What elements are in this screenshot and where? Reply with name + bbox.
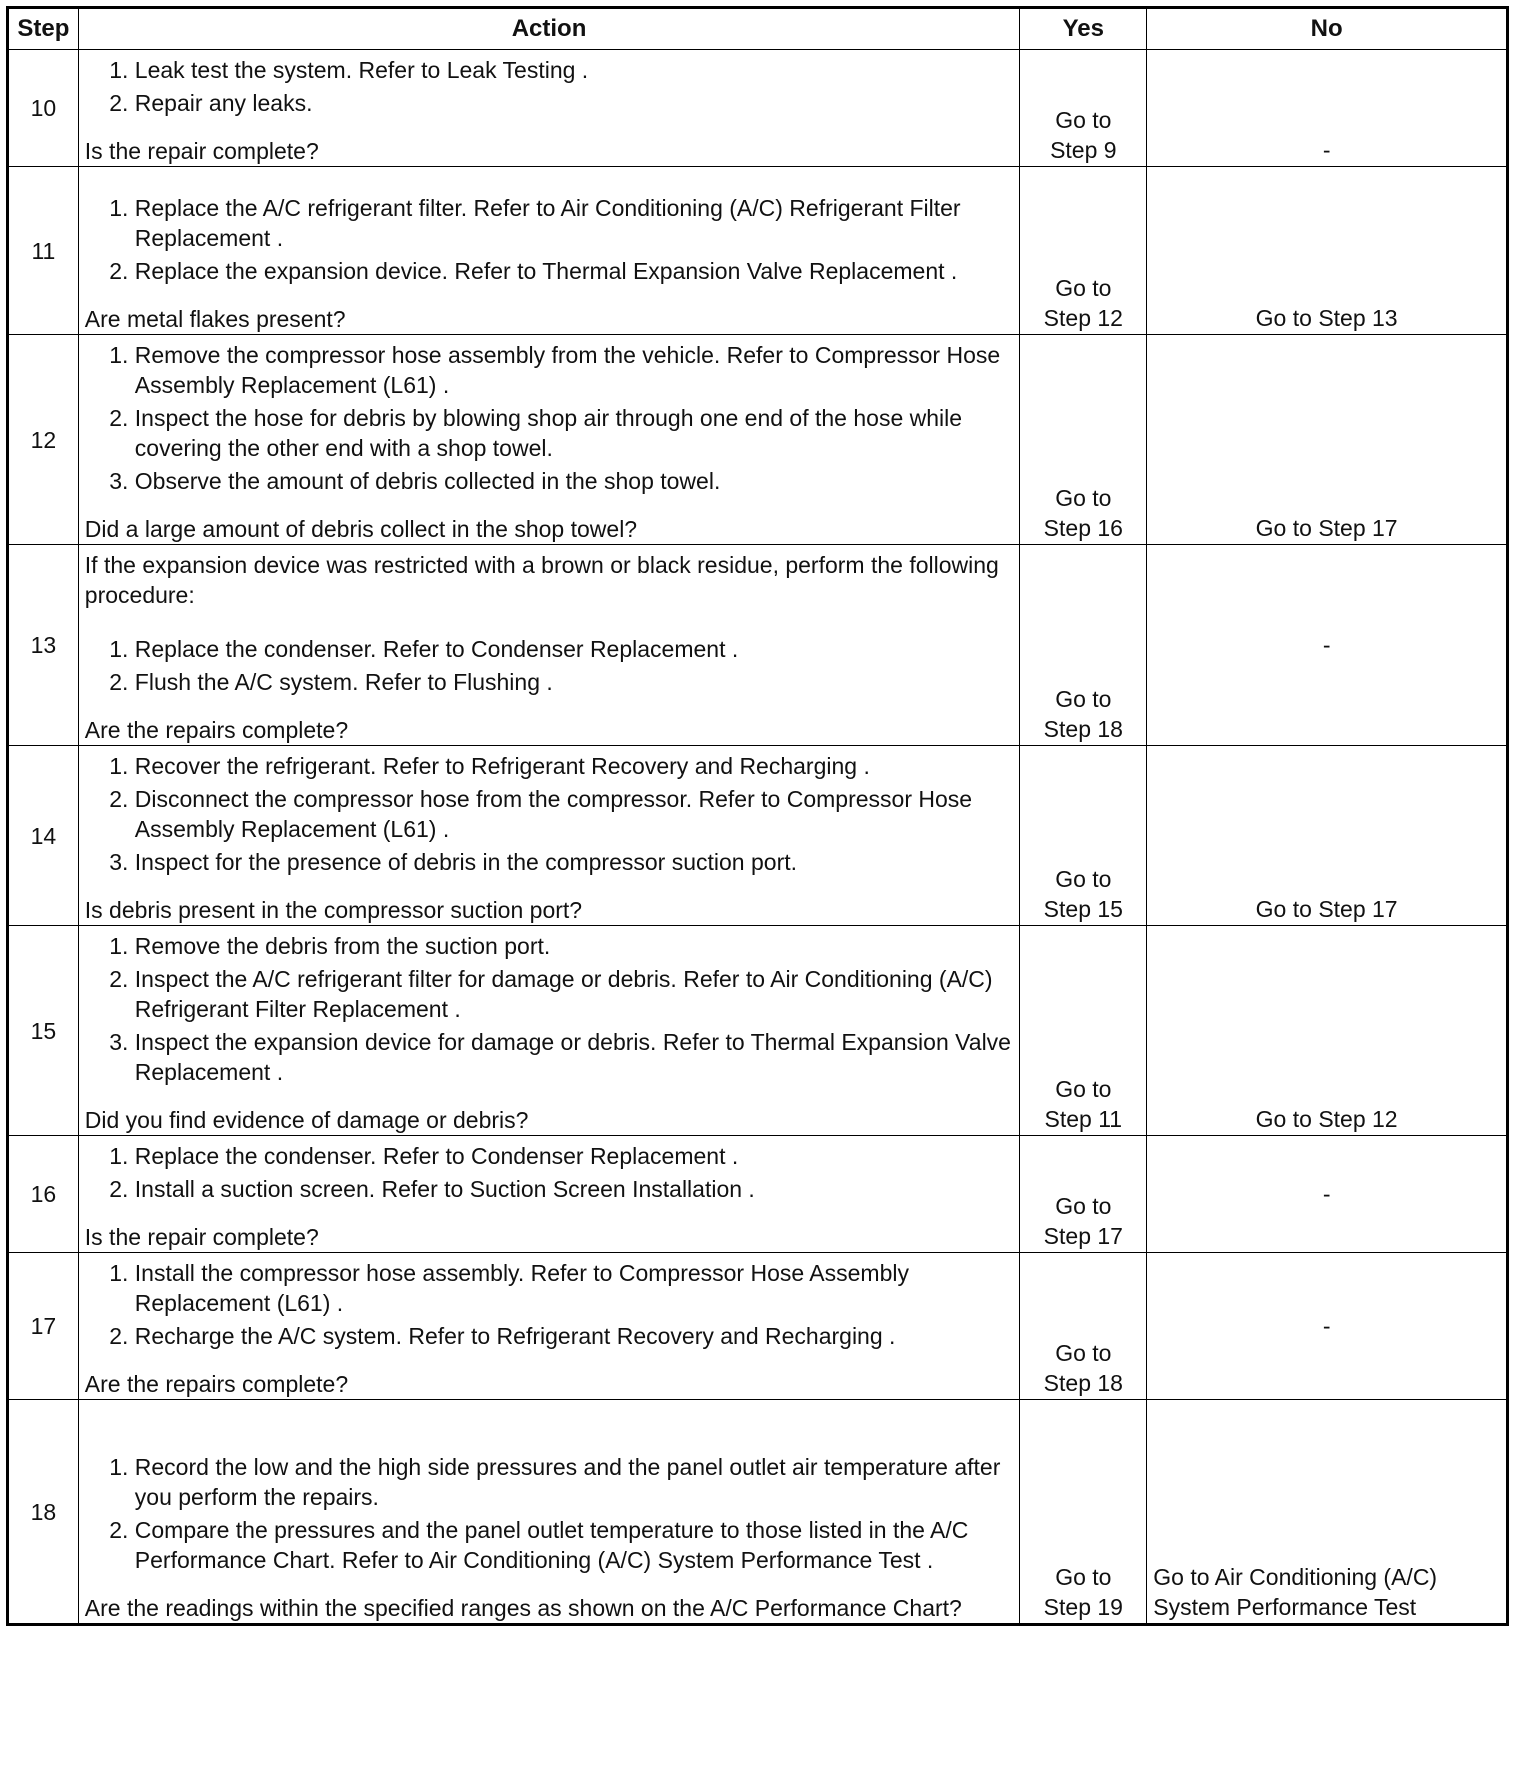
- action-step: 1. Replace the condenser. Refer to Condenser Replacement .: [135, 1141, 1014, 1171]
- table-row-step-11: [8, 167, 1508, 335]
- yes-go-to: Go to: [1055, 275, 1112, 301]
- action-intro: If the expansion device was restricted with a brown or black residue, perform the following procedure:: [84, 552, 999, 608]
- yes-go-to: Go to: [1055, 686, 1112, 712]
- header-yes: Yes: [1020, 8, 1147, 50]
- action-cell: [78, 545, 1020, 746]
- yes-cell: [1020, 926, 1147, 1136]
- action-steps: [85, 340, 1014, 496]
- action-question: Is the repair complete?: [84, 1224, 319, 1250]
- yes-step-link[interactable]: Step 19: [1043, 1594, 1123, 1620]
- action-step: 2. Flush the A/C system. Refer to Flushing .: [135, 667, 1014, 697]
- header-step: Step: [8, 8, 79, 50]
- action-step: 2. Repair any leaks.: [135, 88, 1014, 118]
- action-step: 2. Disconnect the compressor hose from the compressor. Refer to Compressor Hose Assembly Replacement (L61) .: [135, 784, 1014, 844]
- table-row-step-12: [8, 335, 1508, 545]
- action-steps: [85, 634, 1014, 697]
- yes-go-to: Go to: [1055, 107, 1112, 133]
- action-cell: [78, 335, 1020, 545]
- yes-cell: [1020, 545, 1147, 746]
- action-step: 1. Remove the debris from the suction port.: [135, 931, 1014, 961]
- action-step: 2. Install a suction screen. Refer to Suction Screen Installation .: [135, 1174, 1014, 1204]
- yes-go-to: Go to: [1055, 1076, 1112, 1102]
- action-step: 2. Inspect the A/C refrigerant filter for damage or debris. Refer to Air Conditioning (A/C) Refrigerant Filter Replacement .: [135, 964, 1014, 1024]
- no-cell: -: [1147, 50, 1508, 167]
- step-number: 14: [8, 746, 79, 926]
- action-cell: [78, 1253, 1020, 1400]
- action-steps: [85, 1258, 1014, 1351]
- action-step: 3. Observe the amount of debris collected in the shop towel.: [135, 466, 1014, 496]
- yes-go-to: Go to: [1055, 1564, 1112, 1590]
- action-cell: [78, 926, 1020, 1136]
- no-procedure-link[interactable]: Go to Air Conditioning (A/C) System Performance Test: [1147, 1400, 1508, 1625]
- action-question: Did a large amount of debris collect in the shop towel?: [84, 516, 638, 542]
- no-cell: -: [1147, 1253, 1508, 1400]
- table-row-step-18: [8, 1400, 1508, 1625]
- yes-step-link[interactable]: Step 12: [1043, 305, 1123, 331]
- action-steps: [85, 55, 1014, 118]
- action-step: 1. Recover the refrigerant. Refer to Refrigerant Recovery and Recharging .: [135, 751, 1014, 781]
- action-step: 3. Inspect the expansion device for damage or debris. Refer to Thermal Expansion Valve Replacement .: [135, 1027, 1014, 1087]
- yes-cell: [1020, 746, 1147, 926]
- action-question: Are the repairs complete?: [84, 717, 349, 743]
- yes-step-link[interactable]: Step 11: [1044, 1106, 1123, 1132]
- yes-go-to: Go to: [1055, 1340, 1112, 1366]
- action-step: 2. Inspect the hose for debris by blowing shop air through one end of the hose while covering the other end with a shop towel.: [135, 403, 1014, 463]
- step-number: 12: [8, 335, 79, 545]
- step-number: 17: [8, 1253, 79, 1400]
- action-steps: [85, 751, 1014, 877]
- yes-step-link[interactable]: Step 9: [1050, 137, 1117, 163]
- step-number: 11: [8, 167, 79, 335]
- action-step: 2. Recharge the A/C system. Refer to Refrigerant Recovery and Recharging .: [135, 1321, 1014, 1351]
- action-cell: [78, 746, 1020, 926]
- yes-go-to: Go to: [1055, 1193, 1112, 1219]
- table-row-step-13: [8, 545, 1508, 746]
- action-step: 2. Compare the pressures and the panel outlet temperature to those listed in the A/C Performance Chart. Refer to Air Conditioning (A/C) System Performance Test .: [135, 1515, 1014, 1575]
- action-question: Is debris present in the compressor suction port?: [84, 897, 583, 923]
- yes-cell: [1020, 335, 1147, 545]
- yes-step-link[interactable]: Step 17: [1043, 1223, 1123, 1249]
- action-step: 1. Leak test the system. Refer to Leak Testing .: [135, 55, 1014, 85]
- yes-cell: [1020, 1400, 1147, 1625]
- action-cell: [78, 1400, 1020, 1625]
- step-number: 10: [8, 50, 79, 167]
- yes-step-link[interactable]: Step 18: [1043, 1370, 1123, 1396]
- action-step: 1. Install the compressor hose assembly. Refer to Compressor Hose Assembly Replacement (L61) .: [135, 1258, 1014, 1318]
- table-row-step-14: [8, 746, 1508, 926]
- action-step: 3. Inspect for the presence of debris in the compressor suction port.: [135, 847, 1014, 877]
- yes-cell: [1020, 167, 1147, 335]
- table-row-step-15: [8, 926, 1508, 1136]
- step-number: 13: [8, 545, 79, 746]
- action-cell: [78, 167, 1020, 335]
- yes-go-to: Go to: [1055, 485, 1112, 511]
- action-step: 1. Replace the A/C refrigerant filter. Refer to Air Conditioning (A/C) Refrigerant Filter Replacement .: [135, 193, 1014, 253]
- action-steps: [85, 1141, 1014, 1204]
- yes-step-link[interactable]: Step 16: [1043, 515, 1123, 541]
- action-question: Are metal flakes present?: [84, 306, 346, 332]
- no-cell: -: [1147, 545, 1508, 746]
- diagnostic-table: [6, 6, 1509, 1626]
- action-question: Are the repairs complete?: [84, 1371, 349, 1397]
- no-step-link[interactable]: Go to Step 17: [1147, 335, 1508, 545]
- action-steps: [85, 931, 1014, 1087]
- yes-step-link[interactable]: Step 15: [1043, 896, 1123, 922]
- action-question: Is the repair complete?: [84, 138, 319, 164]
- action-question: Are the readings within the specified ranges as shown on the A/C Performance Chart?: [84, 1595, 962, 1621]
- no-step-link[interactable]: Go to Step 17: [1147, 746, 1508, 926]
- action-question: Did you find evidence of damage or debris?: [84, 1107, 529, 1133]
- table-row-step-17: [8, 1253, 1508, 1400]
- table-row-step-16: [8, 1136, 1508, 1253]
- yes-go-to: Go to: [1055, 866, 1112, 892]
- step-number: 15: [8, 926, 79, 1136]
- action-steps: [85, 193, 1014, 286]
- no-cell: -: [1147, 1136, 1508, 1253]
- header-row: [8, 8, 1508, 50]
- action-step: 1. Record the low and the high side pressures and the panel outlet air temperature after you perform the repairs.: [135, 1452, 1014, 1512]
- action-steps: [85, 1452, 1014, 1575]
- no-step-link[interactable]: Go to Step 12: [1147, 926, 1508, 1136]
- action-cell: [78, 50, 1020, 167]
- table-row-step-10: [8, 50, 1508, 167]
- no-step-link[interactable]: Go to Step 13: [1147, 167, 1508, 335]
- header-action: Action: [78, 8, 1020, 50]
- step-number: 18: [8, 1400, 79, 1625]
- action-step: 1. Replace the condenser. Refer to Condenser Replacement .: [135, 634, 1014, 664]
- yes-cell: [1020, 1136, 1147, 1253]
- action-cell: [78, 1136, 1020, 1253]
- yes-cell: [1020, 1253, 1147, 1400]
- header-no: No: [1147, 8, 1508, 50]
- action-step: 2. Replace the expansion device. Refer to Thermal Expansion Valve Replacement .: [135, 256, 1014, 286]
- yes-step-link[interactable]: Step 18: [1043, 716, 1123, 742]
- action-step: 1. Remove the compressor hose assembly from the vehicle. Refer to Compressor Hose Assembly Replacement (L61) .: [135, 340, 1014, 400]
- step-number: 16: [8, 1136, 79, 1253]
- yes-cell: [1020, 50, 1147, 167]
